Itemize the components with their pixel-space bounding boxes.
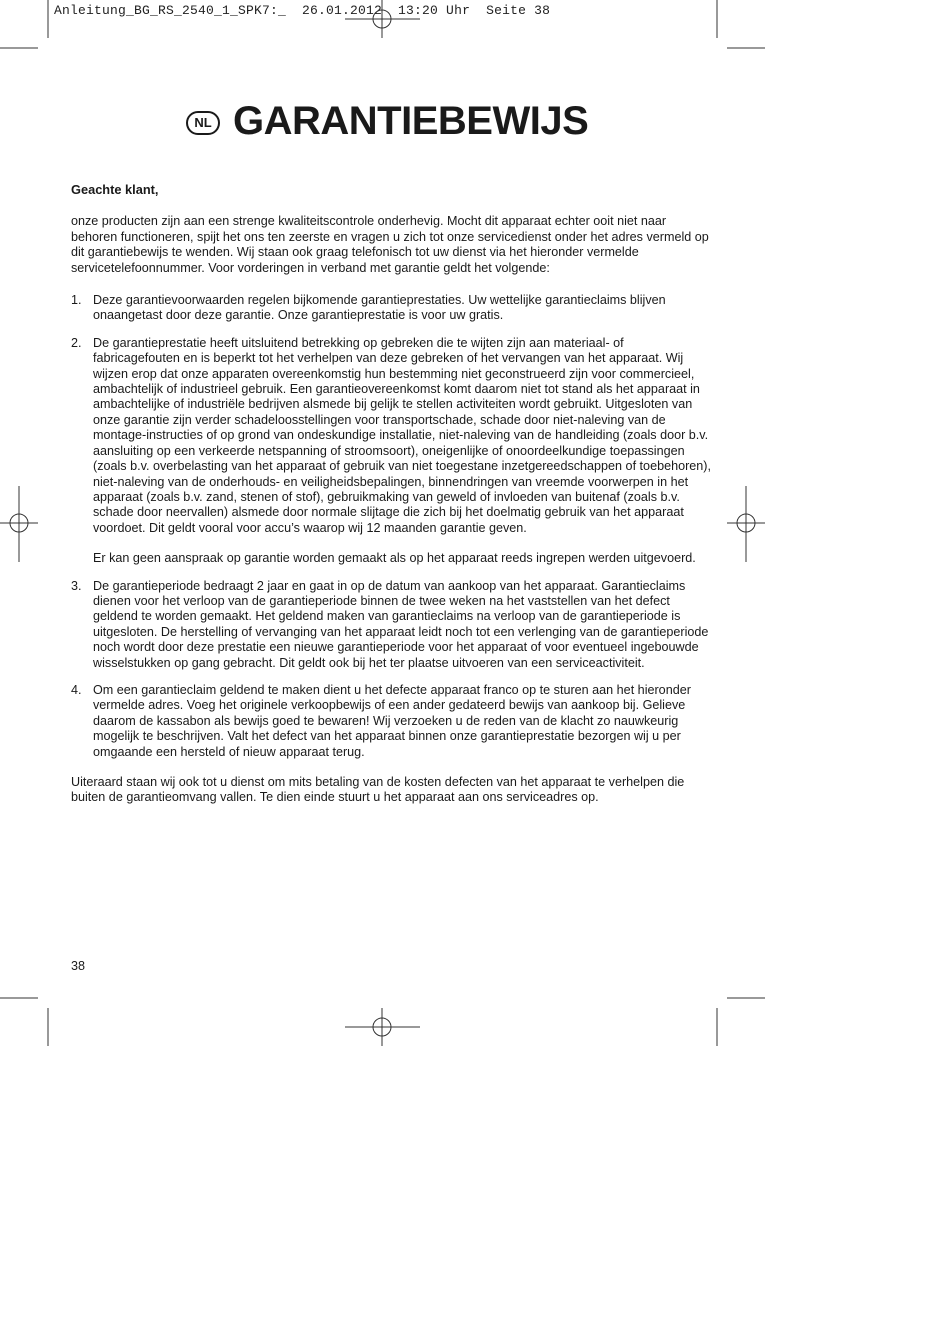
language-badge: NL bbox=[186, 111, 220, 135]
list-item-number: 4. bbox=[71, 682, 82, 697]
intro-paragraph: onze producten zijn aan een strenge kwaliteitscontrole onderhevig. Mocht dit apparaat echter ooit niet naar behoren functioneren, spijt het ons ten zeerste en vragen u zich tot onze servicedienst onder het adres vermeld op dit garantiebewijs te wenden. Wij staan ook graag telefonisch tot uw dienst via het hieronder vermelde servicetelefoonnummer. Voor vorderingen in verband met garantie geldt het volgende: bbox=[71, 214, 709, 275]
list-item-paragraph: Deze garantievoorwaarden regelen bijkomende garantieprestaties. Uw wettelijke garantieclaims blijven onaangetast door deze garantie. Onze garantieprestatie is voor uw gratis. bbox=[93, 293, 666, 323]
list-item-paragraph: De garantieperiode bedraagt 2 jaar en gaat in op de datum van aankoop van het apparaat. Garantieclaims dienen voor het verloop van de garantieperiode binnen de twee weken na het vaststellen van het defect geldend te worden gemaakt. Het geldend maken van garantieclaims na verloop van de garantieperiode is uitgesloten. De herstelling of vervanging van het apparaat leidt noch tot een verlenging van de garantieperiode noch wordt door deze prestatie een nieuwe garantieperiode voor het apparaat of voor eventueel ingebouwde wisselstukken op gang gebracht. Dit geldt ook bij het ter plaatse uitvoeren van een serviceactiviteit. bbox=[93, 578, 709, 670]
registration-mark-top bbox=[345, 0, 420, 38]
page-number: 38 bbox=[71, 959, 86, 973]
warranty-conditions-list bbox=[71, 293, 711, 760]
warranty-body bbox=[71, 182, 711, 806]
print-slug: Anleitung_BG_RS_2540_1_SPK7:_ 26.01.2012 13:20 Uhr Seite 38 bbox=[54, 3, 551, 18]
list-item-number: 3. bbox=[71, 578, 82, 593]
page-title: GARANTIEBEWIJS bbox=[233, 99, 589, 143]
list-item bbox=[71, 579, 711, 671]
closing-paragraph: Uiteraard staan wij ook tot u dienst om mits betaling van de kosten defecten van het apparaat te verhelpen die buiten de garantieomvang vallen. Te dien einde stuurt u het apparaat aan ons serviceadres op. bbox=[71, 775, 685, 805]
greeting: Geachte klant, bbox=[71, 182, 159, 197]
registration-mark-left bbox=[0, 486, 38, 562]
list-item-number: 2. bbox=[71, 335, 82, 350]
registration-mark-right bbox=[727, 486, 765, 562]
list-item-paragraph: Om een garantieclaim geldend te maken dient u het defecte apparaat franco op te sturen aan het hieronder vermelde adres. Voeg het originele verkoopbewijs of een ander gedateerd bewijs van aankoop bij. Gelieve daarom de kassabon als bewijs goed te bewaren! Wij verzoeken u de reden van de klacht zo nauwkeurig mogelijk te beschrijven. Valt het defect van het apparaat binnen onze garantieprestatie bezorgen wij u per omgaande een hersteld of nieuw apparaat terug. bbox=[93, 682, 691, 759]
list-item-paragraph: Er kan geen aanspraak op garantie worden gemaakt als op het apparaat reeds ingrepen werden uitgevoerd. bbox=[93, 551, 696, 566]
list-item bbox=[71, 336, 711, 567]
list-item-number: 1. bbox=[71, 293, 82, 308]
list-item bbox=[71, 293, 711, 324]
list-item-paragraph: De garantieprestatie heeft uitsluitend betrekking op gebreken die te wijten zijn aan materiaal- of fabricagefouten en is beperkt tot het verhelpen van deze gebreken of het vervangen van het apparaat. Wij wijzen erop dat onze apparaten overeenkomstig hun bestemming niet geconstrueerd zijn voor commercieel, ambachtelijk of industrieel gebruik. Een garantieovereenkomst komt daarom niet tot stand als het apparaat in ambachtelijke of industriële bedrijven alsmede bij gelijk te stellen activiteiten wordt gebruikt. Uitgesloten van onze garantie zijn verder schadeloosstellingen voor transportschade, schade door niet-naleving van de montage-instructies of op grond van ondeskundige installatie, niet-naleving van de handleiding (zoals door b.v. aansluiting op een verkeerde netspanning of stroomsoort), oneigenlijke of onoordeelkundige toepassingen (zoals b.v. overbelasting van het apparaat of gebruik van niet toegestane inzetgereedschappen of toebehoren), niet-naleving van de onderhouds- en veiligheidsbepalingen, binnendringen van vreemde voorwerpen in het apparaat (zoals b.v. zand, stenen of stof), gebruikmaking van geweld of invloeden van buitenaf (zoals b.v. schade door neervallen) alsmede door normale slijtage die zich bij het doelmatig gebruik van het apparaat voordoet. Dit geldt vooral voor accu’s waarop wij 12 maanden garantie geven. bbox=[93, 335, 711, 535]
registration-mark-bottom bbox=[345, 1008, 420, 1046]
list-item bbox=[71, 683, 711, 760]
